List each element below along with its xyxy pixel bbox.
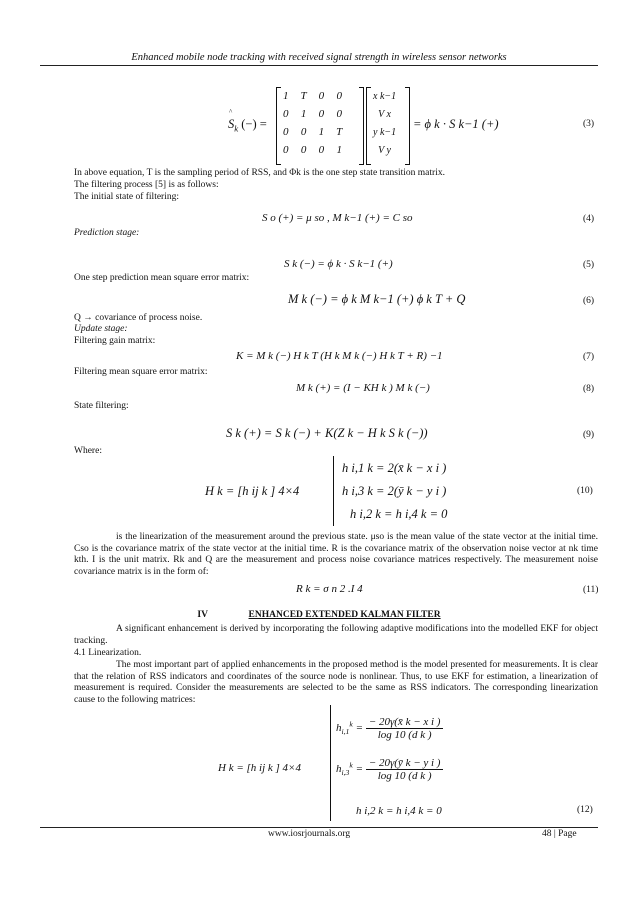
label-prediction-stage: Prediction stage: bbox=[74, 228, 140, 238]
eq12-frac2 bbox=[366, 757, 444, 782]
eq12-row3: h i,2 k = h i,4 k = 0 bbox=[356, 805, 442, 817]
eq12-lhs: H k = [h ij k ] 4×4 bbox=[218, 762, 301, 774]
footer-page-number: 48 | Page bbox=[542, 829, 577, 839]
eq3-vector bbox=[366, 87, 410, 165]
m03: 0 bbox=[336, 90, 342, 102]
eq3-lhs bbox=[228, 117, 267, 132]
eq10-number: (10) bbox=[577, 486, 593, 496]
eq6: M k (−) = ϕ k M k−1 (+) ϕ k T + Q bbox=[288, 292, 466, 306]
eq4-number: (4) bbox=[583, 214, 595, 224]
v3: V y bbox=[378, 144, 391, 156]
v0: x k−1 bbox=[373, 90, 397, 102]
eq7: K = M k (−) H k T (H k M k (−) H k T + R) −1 bbox=[236, 350, 443, 362]
line-where: Where: bbox=[74, 446, 102, 456]
m00: 1 bbox=[283, 90, 289, 102]
m32: 0 bbox=[318, 144, 325, 156]
v2: y k−1 bbox=[373, 126, 397, 138]
eq9-number: (9) bbox=[583, 430, 595, 440]
eq3-matrix-table bbox=[277, 87, 348, 159]
eq4: S o (+) = μ so , M k−1 (+) = C so bbox=[262, 212, 413, 224]
eq3-lhs-sub: k bbox=[234, 123, 239, 134]
eq12-bar bbox=[330, 705, 331, 821]
eq12-frac1 bbox=[366, 716, 444, 741]
m02: 0 bbox=[318, 90, 325, 102]
header-title: Enhanced mobile node tracking with received signal strength in wireless sensor networks bbox=[131, 52, 507, 63]
m11: 1 bbox=[300, 108, 307, 120]
section-title: ENHANCED EXTENDED KALMAN FILTER bbox=[248, 610, 441, 620]
eq5-number: (5) bbox=[583, 260, 595, 270]
section-heading bbox=[0, 610, 638, 620]
eq10-row3: h i,2 k = h i,4 k = 0 bbox=[350, 507, 448, 521]
m23: T bbox=[336, 126, 343, 138]
m20: 0 bbox=[283, 126, 289, 138]
eq5: S k (−) = ϕ k · S k−1 (+) bbox=[284, 258, 393, 270]
eq10-row2: h i,3 k = 2(ȳ k − y i ) bbox=[342, 484, 447, 498]
eq3-vector-table bbox=[367, 87, 402, 159]
eq8: M k (+) = (I − KH k ) M k (−) bbox=[296, 382, 430, 394]
para-linearization-note: is the linearization of the measurement around the previous state. μso is the mean value of the state vector at the initial time. Cso is the covariance matrix of the state vector at the initial time. R is the covariance matrix of the observation noise vector at nk time kth. I is the unit matrix. Rk and Q are the measurement and process noise covariance matrices respectively. The measurement noise covariance matrix is in the form of: bbox=[74, 532, 598, 577]
eq12-row2: $h_{i,3}^k$ = $\frac{\text{− 20γ(ȳ k − y i )}}{\text{log 10 (d k )}}$ bbox=[336, 757, 443, 782]
footer-url: www.iosrjournals.org bbox=[268, 829, 351, 839]
eq12-frac2-num: − 20γ(ȳ k − y i ) bbox=[366, 757, 444, 770]
eq8-number: (8) bbox=[583, 384, 595, 394]
para-sampling-period: In above equation, T is the sampling period of RSS, and Φk is the one step state transition matrix. bbox=[74, 168, 445, 178]
section-number: IV bbox=[197, 610, 208, 620]
eq3-number: (3) bbox=[583, 119, 595, 129]
eq12-number: (12) bbox=[577, 805, 593, 815]
line-q-covariance: Q → covariance of process noise. bbox=[74, 313, 203, 323]
line-state-filtering: State filtering: bbox=[74, 401, 129, 411]
line-filter-process: The filtering process [5] is as follows: bbox=[74, 180, 219, 190]
eq11-number: (11) bbox=[583, 585, 599, 595]
m22: 1 bbox=[318, 126, 325, 138]
eq7-number: (7) bbox=[583, 352, 595, 362]
eq12-frac1-num: − 20γ(x̄ k − x i ) bbox=[366, 716, 444, 729]
m21: 0 bbox=[300, 126, 307, 138]
label-update-stage: Update stage: bbox=[74, 324, 128, 334]
eq3-matrix bbox=[276, 87, 364, 165]
line-one-step-mse: One step prediction mean square error matrix: bbox=[74, 273, 250, 283]
eq9: S k (+) = S k (−) + K(Z k − H k S k (−)) bbox=[226, 426, 428, 440]
footer-rule bbox=[40, 827, 598, 828]
m31: 0 bbox=[300, 144, 307, 156]
v1: V x bbox=[378, 108, 391, 120]
m33: 1 bbox=[336, 144, 342, 156]
line-filtering-mse: Filtering mean square error matrix: bbox=[74, 367, 208, 377]
line-subsection-4-1: 4.1 Linearization. bbox=[74, 648, 142, 658]
eq3-lhs-arg: (−) = bbox=[241, 117, 267, 131]
para-measurement-model: The most important part of applied enhancements in the proposed method is the model presented for measurements. It is clear that the relation of RSS indicators and coordinates of the source node is nonlinear. Thus, to use EKF for estimation, a linearization of measurement is required. Consider the measurements are selected to be the same as RSS indicators. The corresponding linearization cause to the following matrices: bbox=[74, 660, 598, 705]
m10: 0 bbox=[283, 108, 289, 120]
line-gain-matrix: Filtering gain matrix: bbox=[74, 336, 156, 346]
m01: T bbox=[300, 90, 307, 102]
m30: 0 bbox=[283, 144, 289, 156]
eq3-lhs-s: ^ S bbox=[228, 117, 234, 132]
m12: 0 bbox=[318, 108, 325, 120]
eq12-row1: $h_{i,1}^k$ = $\frac{\text{− 20γ(x̄ k − x i )}}{\text{log 10 (d k )}}$ bbox=[336, 716, 443, 741]
eq10-lhs: H k = [h ij k ] 4×4 bbox=[205, 484, 300, 498]
eq11: R k = σ n 2 .I 4 bbox=[296, 583, 363, 595]
eq10-bar bbox=[333, 456, 334, 526]
running-header bbox=[40, 52, 598, 66]
m13: 0 bbox=[336, 108, 342, 120]
eq6-number: (6) bbox=[583, 296, 595, 306]
eq12-frac2-den: log 10 (d k ) bbox=[377, 770, 432, 782]
para-enhancement: A significant enhancement is derived by incorporating the following adaptive modifications into the modelled EKF for object tracking. bbox=[74, 624, 598, 646]
line-initial-state: The initial state of filtering: bbox=[74, 192, 179, 202]
eq10-row1: h i,1 k = 2(x̄ k − x i ) bbox=[342, 461, 447, 475]
eq3-rhs: = ϕ k · S k−1 (+) bbox=[413, 117, 499, 131]
eq12-frac1-den: log 10 (d k ) bbox=[377, 729, 432, 741]
